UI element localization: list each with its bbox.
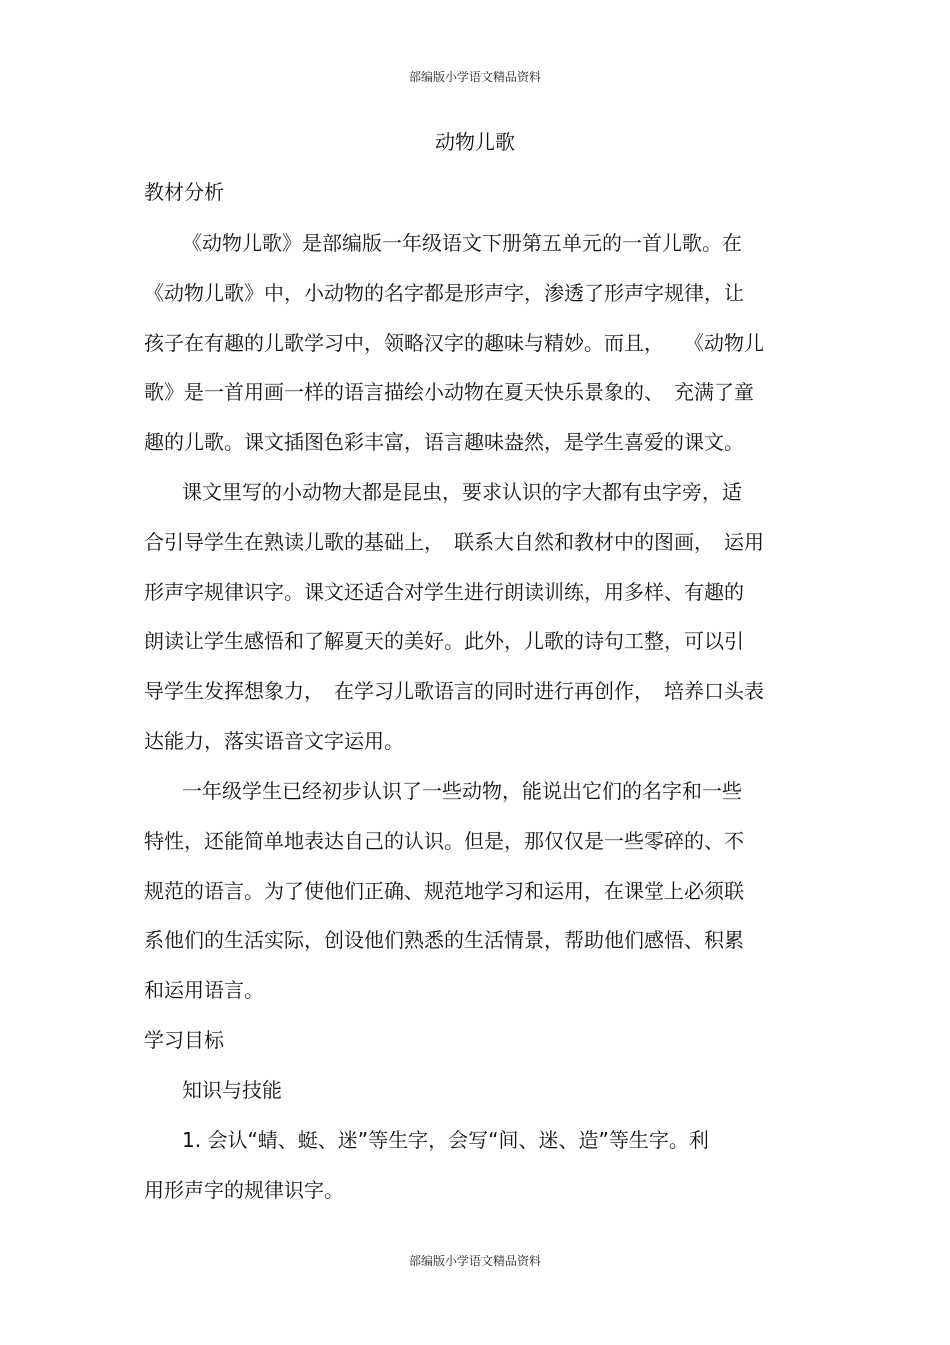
subsection-heading-knowledge-skills: 知识与技能 xyxy=(182,1078,282,1102)
paragraph-line: 合引导学生在熟读儿歌的基础上， 联系大自然和教材中的图画， 运用 xyxy=(144,530,764,554)
paragraph-line: 歌》是一首用画一样的语言描绘小动物在夏天快乐景象的、 充满了童 xyxy=(144,380,754,404)
paragraph-line: 趣的儿歌。课文插图色彩丰富，语言趣味盎然，是学生喜爱的课文。 xyxy=(144,430,744,454)
section-heading-textbook-analysis: 教材分析 xyxy=(144,180,224,204)
page-header: 部编版小学语文精品资料 xyxy=(408,70,541,84)
paragraph-line: 导学生发挥想象力， 在学习儿歌语言的同时进行再创作， 培养口头表 xyxy=(144,679,764,703)
paragraph-line: 形声字规律识字。课文还适合对学生进行朗读训练，用多样、有趣的 xyxy=(144,580,744,604)
paragraph-line: 系他们的生活实际，创设他们熟悉的生活情景，帮助他们感悟、积累 xyxy=(144,928,744,952)
list-item-line: 1. 会认“蜻、蜓、迷”等生字，会写“间、迷、造”等生字。利 xyxy=(182,1128,709,1152)
section-heading-learning-goals: 学习目标 xyxy=(144,1028,224,1052)
paragraph-line: 和运用语言。 xyxy=(144,978,264,1002)
paragraph-line: 《动物儿歌》中，小动物的名字都是形声字，渗透了形声字规律，让 xyxy=(144,281,744,305)
paragraph-line: 孩子在有趣的儿歌学习中，领略汉字的趣味与精妙。而且， 《动物儿 xyxy=(144,331,764,355)
list-item-line: 用形声字的规律识字。 xyxy=(144,1178,344,1202)
paragraph-line: 《动物儿歌》是部编版一年级语文下册第五单元的一首儿歌。在 xyxy=(182,231,742,255)
paragraph-line: 特性，还能简单地表达自己的认识。但是，那仅仅是一些零碎的、不 xyxy=(144,829,744,853)
paragraph-line: 规范的语言。为了使他们正确、规范地学习和运用，在课堂上必须联 xyxy=(144,879,744,903)
paragraph-line: 一年级学生已经初步认识了一些动物，能说出它们的名字和一些 xyxy=(182,779,742,803)
document-title: 动物儿歌 xyxy=(435,130,515,154)
paragraph-line: 达能力，落实语音文字运用。 xyxy=(144,729,404,753)
paragraph-line: 朗读让学生感悟和了解夏天的美好。此外，儿歌的诗句工整，可以引 xyxy=(144,629,744,653)
page-footer: 部编版小学语文精品资料 xyxy=(408,1254,541,1268)
paragraph-line: 课文里写的小动物大都是昆虫，要求认识的字大都有虫字旁，适 xyxy=(182,480,742,504)
